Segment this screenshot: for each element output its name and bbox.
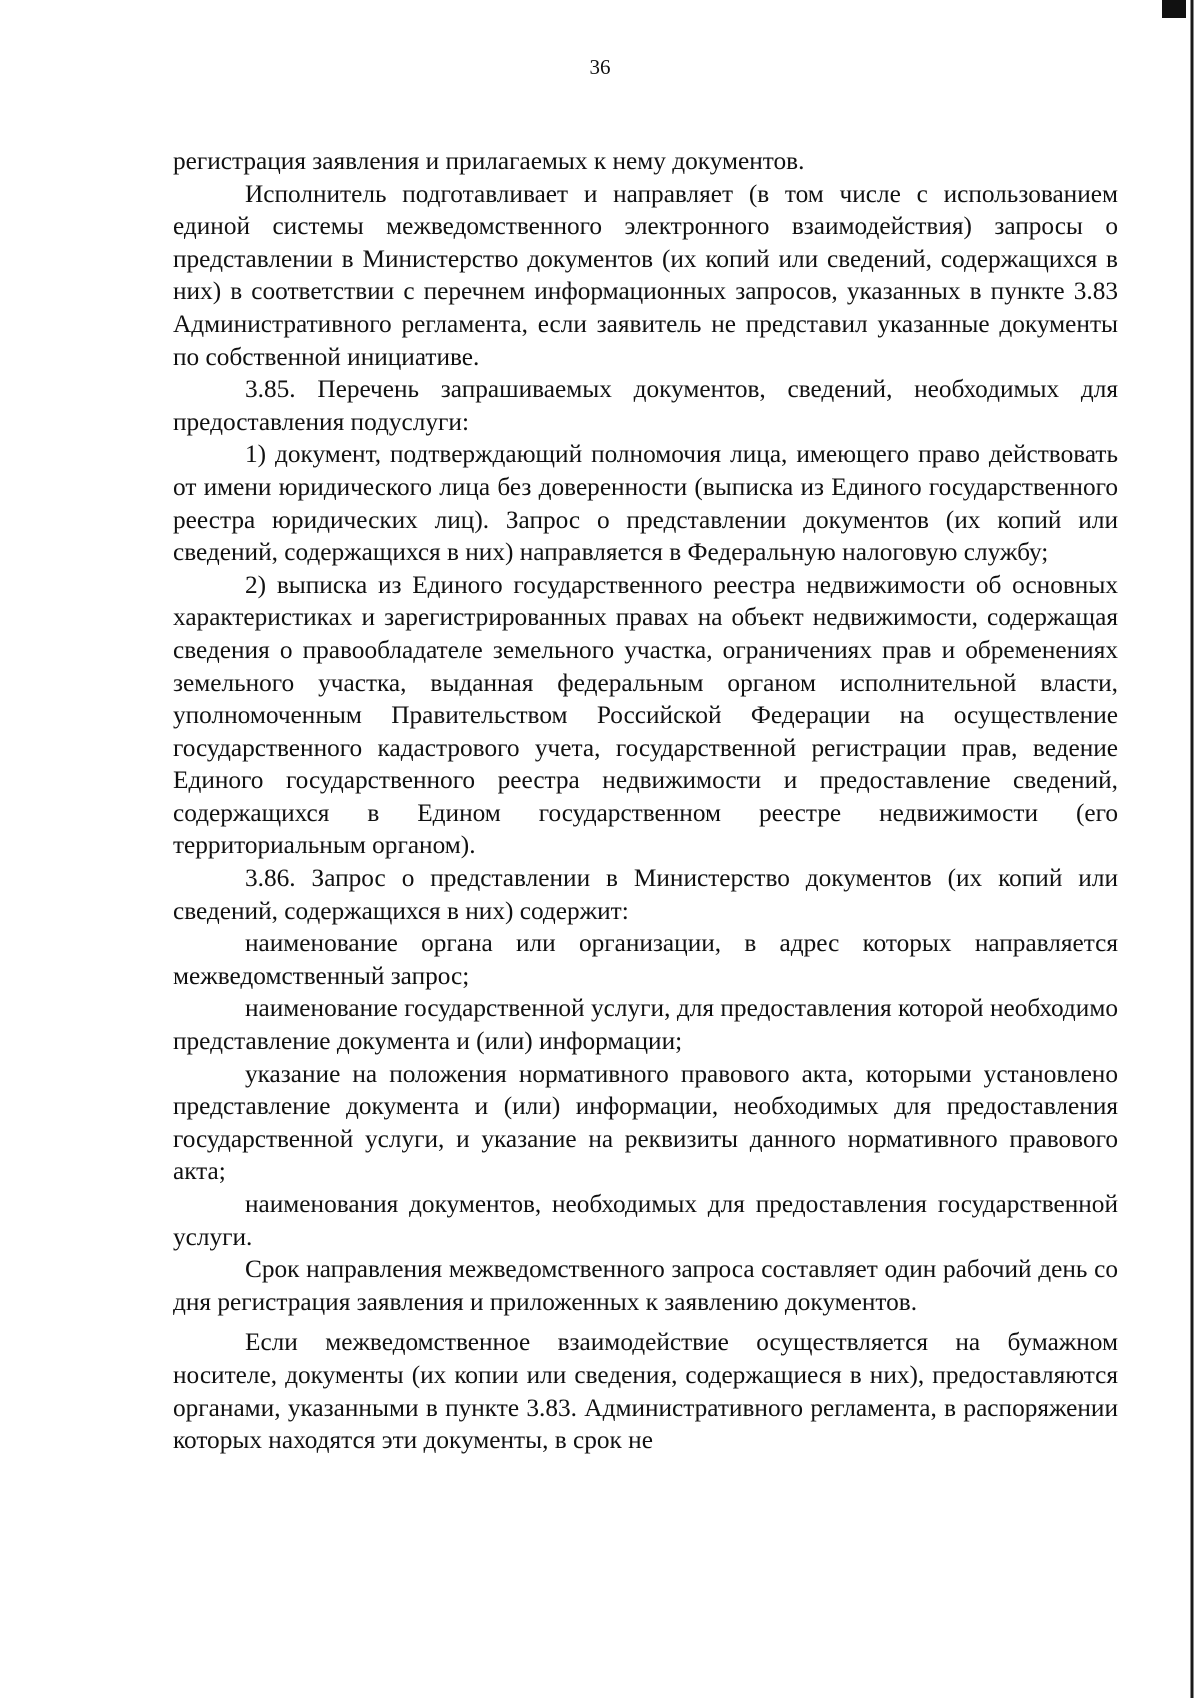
- document-body: [173, 145, 1118, 1457]
- request-content-1: наименование органа или организации, в адрес которых направляется межведомственный запрос;: [173, 929, 1118, 990]
- paragraph-1: регистрация заявления и прилагаемых к нему документов.: [173, 147, 805, 175]
- paragraph-2: Исполнитель подготавливает и направляет (в том числе с использованием единой системы межведомственного электронного взаимодействия) запросы о представлении в Министерство документов (их копий или сведений, содержащихся в них) в соответствии с перечнем информационных запросов, указанных в пункте 3.83 Административного регламента, если заявитель не представил указанные документы по собственной инициативе.: [173, 179, 1118, 371]
- paragraph-3-85: 3.85. Перечень запрашиваемых документов, сведений, необходимых для предоставления подуслуги:: [173, 375, 1118, 436]
- scan-edge-artifact-right: [1186, 0, 1200, 1698]
- paragraph-paper-interaction: Если межведомственное взаимодействие осуществляется на бумажном носителе, документы (их копии или сведения, содержащиеся в них), предоставляются органами, указанными в пункте 3.83. Административного регламента, в распоряжении которых находятся эти документы, в срок не: [173, 1328, 1118, 1455]
- paragraph-deadline: Срок направления межведомственного запроса составляет один рабочий день со дня регистрация заявления и приложенных к заявлению документов.: [173, 1255, 1118, 1316]
- request-content-3: указание на положения нормативного правового акта, которыми установлено представление документа и (или) информации, необходимых для предоставления государственной услуги, и указание на реквизиты данного нормативного правового акта;: [173, 1059, 1118, 1186]
- request-content-4: наименования документов, необходимых для предоставления государственной услуги.: [173, 1190, 1118, 1251]
- list-item-1: 1) документ, подтверждающий полномочия лица, имеющего право действовать от имени юридического лица без доверенности (выписка из Единого государственного реестра юридических лиц). Запрос о представлении документов (их копий или сведений, содержащихся в них) направляется в Федеральную налоговую службу;: [173, 440, 1118, 567]
- page-number: 36: [589, 55, 611, 79]
- paragraph-3-86: 3.86. Запрос о представлении в Министерство документов (их копий или сведений, содержащихся в них) содержит:: [173, 864, 1118, 925]
- request-content-2: наименование государственной услуги, для предоставления которой необходимо представление документа и (или) информации;: [173, 994, 1118, 1056]
- list-item-2: 2) выписка из Единого государственного реестра недвижимости об основных характеристиках и зарегистрированных правах на объект недвижимости, содержащая сведения о правообладателе земельного участка, ограничениях прав и обременениях земельного участка, выданная федеральным органом исполнительной власти, уполномоченным Правительством Российской Федерации на осуществление государственного кадастрового учета, государственной регистрации прав, ведение Единого государственного реестра недвижимости и предоставление сведений, содержащихся в Едином государственном реестре недвижимости (его территориальным органом).: [173, 570, 1118, 860]
